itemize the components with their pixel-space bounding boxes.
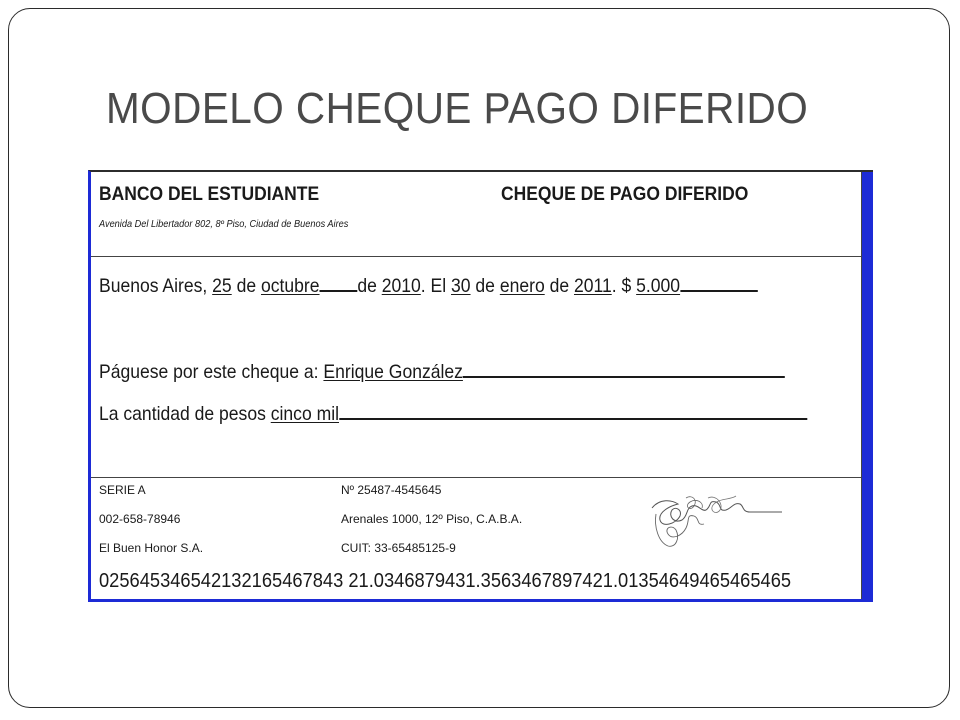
text-de: de — [470, 275, 500, 297]
text-de: de — [231, 275, 261, 297]
blank-line — [320, 274, 358, 292]
text-de: de — [544, 275, 574, 297]
payee-name: Enrique González — [323, 361, 463, 383]
payment-month: enero — [499, 275, 545, 297]
amount-numeric: 5.000 — [636, 275, 681, 297]
amount-words: cinco mil — [270, 403, 340, 425]
cheque-type: CHEQUE DE PAGO DIFERIDO — [501, 184, 749, 205]
currency-sign: . $ — [611, 275, 637, 297]
account-number: 002-658-78946 — [99, 512, 181, 526]
amount-words-line — [99, 402, 807, 426]
payment-day: 30 — [451, 275, 471, 297]
blank-line — [339, 402, 807, 420]
signature-image — [646, 490, 786, 552]
cheque-image — [88, 170, 873, 602]
text-de: de — [357, 275, 382, 297]
issue-day: 25 — [212, 275, 232, 297]
city: Buenos Aires, — [99, 275, 213, 297]
text-el: . El — [420, 275, 452, 297]
serie: SERIE A — [99, 483, 146, 497]
header-divider — [91, 256, 861, 257]
cheque-number: Nº 25487-4545645 — [341, 483, 442, 497]
holder-cuit: CUIT: 33-65485125-9 — [341, 541, 456, 555]
cheque-blue-edge — [862, 172, 873, 599]
footer-divider — [91, 477, 861, 478]
payee-label: Páguese por este cheque a: — [99, 361, 324, 383]
issue-month: octubre — [260, 275, 320, 297]
holder-address: Arenales 1000, 12º Piso, C.A.B.A. — [341, 512, 523, 526]
payee-line — [99, 360, 785, 384]
micr-code-line: 025645346542132165467843 21.0346879431.3563467897421.01354649465465465 — [99, 570, 792, 592]
blank-line — [463, 360, 785, 378]
issue-year: 2010 — [381, 275, 421, 297]
account-holder: El Buen Honor S.A. — [99, 541, 204, 555]
bank-name: BANCO DEL ESTUDIANTE — [99, 184, 320, 205]
blank-line — [680, 274, 757, 292]
slide-title: MODELO CHEQUE PAGO DIFERIDO — [106, 84, 809, 133]
payment-year: 2011 — [573, 275, 612, 297]
cheque-body — [91, 172, 862, 599]
bank-address: Avenida Del Libertador 802, 8º Piso, Ciudad de Buenos Aires — [99, 219, 349, 230]
date-amount-line — [99, 274, 757, 298]
amount-words-label: La cantidad de pesos — [99, 403, 271, 425]
